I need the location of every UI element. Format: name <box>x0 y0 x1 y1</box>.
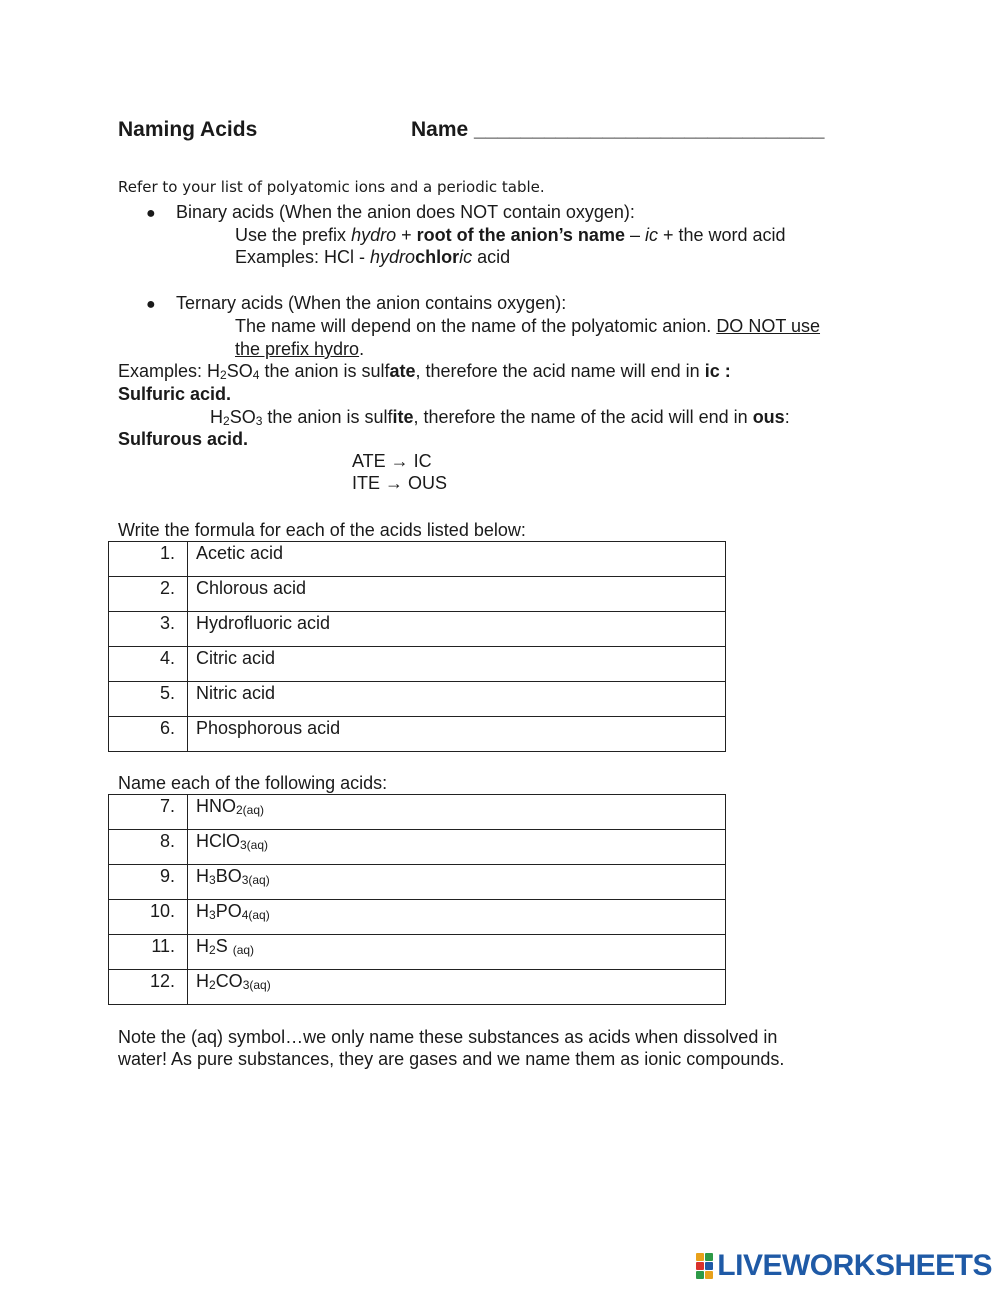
acid-name-cell: Citric acid <box>188 647 726 682</box>
table-row <box>109 970 726 1005</box>
suffix-map-ite: ITE → OUS <box>352 473 448 493</box>
acid-formula-cell: $H_3PO_{4(aq)}$ <box>188 900 726 935</box>
binary-acids-heading: Binary acids (When the anion does NOT contain oxygen): <box>176 202 635 222</box>
worksheet-title: Naming Acids <box>118 118 258 141</box>
naming-table <box>108 794 726 1005</box>
table-row <box>109 900 726 935</box>
name-field[interactable] <box>411 118 824 142</box>
section-2-heading: Name each of the following acids: <box>118 773 388 793</box>
example-sulfurous-result: Sulfurous acid. <box>118 429 249 449</box>
acid-name-cell: Hydrofluoric acid <box>188 612 726 647</box>
acid-name-cell: Phosphorous acid <box>188 717 726 752</box>
row-number: 2. <box>109 577 188 612</box>
example-sulfurous: $H_2SO_3$ the anion is sulfite, therefore the name of the acid will end in ous: <box>210 407 790 428</box>
acid-formula-cell: $H_2CO_{3(aq)}$ <box>188 970 726 1005</box>
acid-formula-cell: $H_3BO_{3(aq)}$ <box>188 865 726 900</box>
table-row <box>109 865 726 900</box>
table-row <box>109 612 726 647</box>
acid-name-cell: Chlorous acid <box>188 577 726 612</box>
table-row <box>109 682 726 717</box>
example-sulfuric: Examples: $H_2SO_4$ the anion is sulfate, therefore the acid name will end in ic : <box>118 361 731 382</box>
acid-name-cell: Nitric acid <box>188 682 726 717</box>
acid-name-cell: Acetic acid <box>188 542 726 577</box>
row-number: 6. <box>109 717 188 752</box>
note-line-2: water! As pure substances, they are gases and we name them as ionic compounds. <box>118 1049 785 1069</box>
acid-formula-cell: $H_2S$ $_{(aq)}$ <box>188 935 726 970</box>
example-sulfuric-result: Sulfuric acid. <box>118 384 232 404</box>
binary-example: Examples: HCl - hydrochloric acid <box>235 247 511 267</box>
row-number: 10. <box>109 900 188 935</box>
liveworksheets-logo <box>696 1249 992 1283</box>
row-number: 5. <box>109 682 188 717</box>
bullet-dot: ● <box>146 296 156 313</box>
table-row <box>109 795 726 830</box>
row-number: 12. <box>109 970 188 1005</box>
binary-rule: Use the prefix hydro + root of the anion’s name – ic + the word acid <box>235 225 786 245</box>
table-row <box>109 830 726 865</box>
suffix-map-ate: ATE → IC <box>352 451 432 471</box>
logo-icon <box>696 1253 713 1279</box>
ternary-rule-line-2: the prefix hydro. <box>235 339 365 359</box>
acid-formula-cell: $HNO_{2(aq)}$ <box>188 795 726 830</box>
ternary-bullet-item <box>146 293 156 314</box>
section-1-heading: Write the formula for each of the acids listed below: <box>118 520 526 540</box>
row-number: 1. <box>109 542 188 577</box>
name-blank: ______________________________ <box>474 118 825 141</box>
formula-table <box>108 541 726 752</box>
row-number: 4. <box>109 647 188 682</box>
logo-text: LIVEWORKSHEETS <box>717 1249 992 1282</box>
binary-bullet-item <box>146 202 156 223</box>
row-number: 9. <box>109 865 188 900</box>
table-row <box>109 717 726 752</box>
note-line-1: Note the (aq) symbol…we only name these substances as acids when dissolved in <box>118 1027 778 1047</box>
table-row <box>109 647 726 682</box>
intro-text: Refer to your list of polyatomic ions and a periodic table. <box>118 178 545 196</box>
acid-formula-cell: HClO$_{3(aq)}$ <box>188 830 726 865</box>
table-row <box>109 542 726 577</box>
row-number: 3. <box>109 612 188 647</box>
name-label: Name <box>411 118 469 141</box>
row-number: 8. <box>109 830 188 865</box>
ternary-rule-line-1: The name will depend on the name of the polyatomic anion. DO NOT use <box>235 316 821 336</box>
row-number: 11. <box>109 935 188 970</box>
table-row <box>109 577 726 612</box>
bullet-dot: ● <box>146 205 156 222</box>
table-row <box>109 935 726 970</box>
row-number: 7. <box>109 795 188 830</box>
ternary-acids-heading: Ternary acids (When the anion contains oxygen): <box>176 293 567 313</box>
